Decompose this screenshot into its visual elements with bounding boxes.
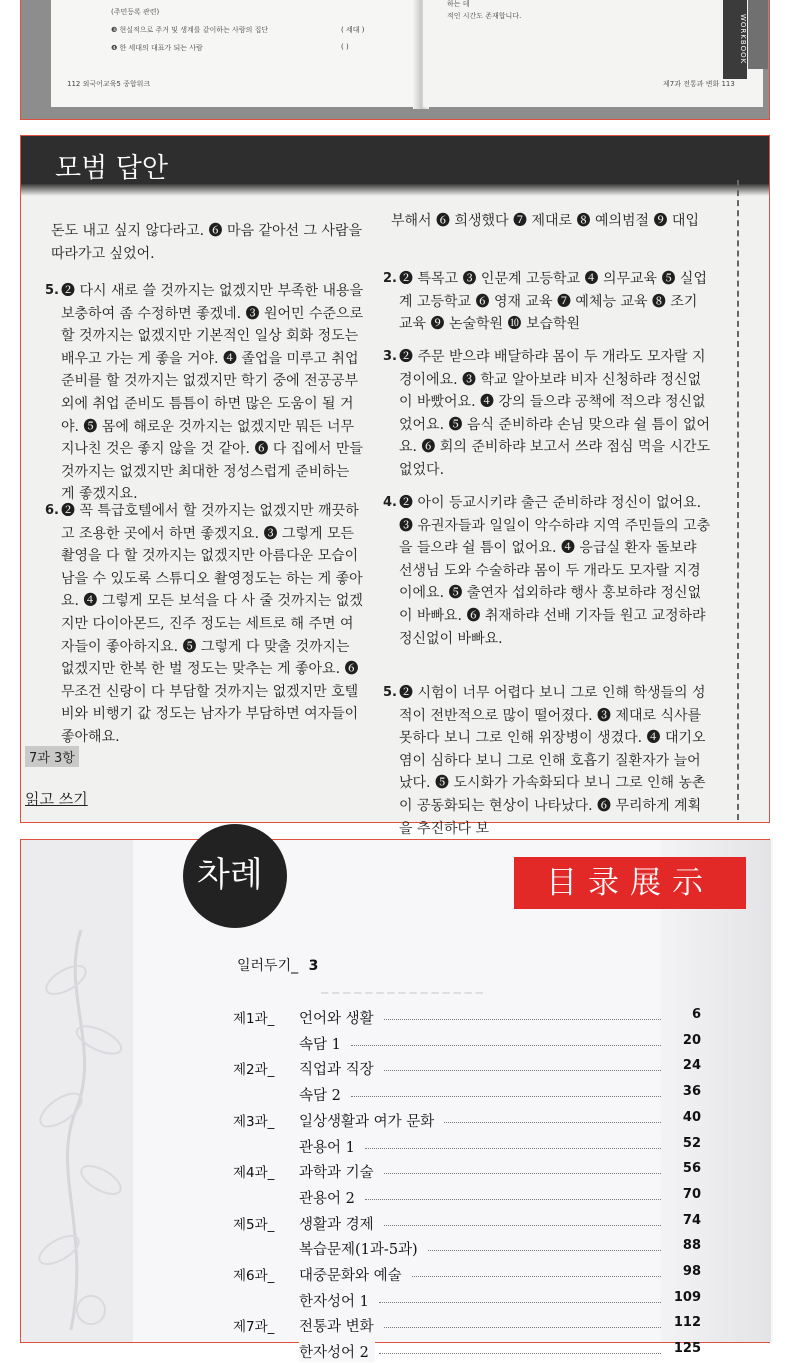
workbook-photo-panel	[20, 0, 770, 120]
toc-lesson-number: 제4과_	[233, 1165, 275, 1182]
toc-page-number: 40	[682, 1109, 701, 1125]
toc-page-number: 20	[682, 1032, 701, 1048]
toc-leader-dots	[365, 1148, 661, 1149]
toc-entry[interactable]	[21, 1187, 771, 1209]
answer-1: ( 세대 )	[341, 26, 365, 34]
answer-number: 3.	[383, 349, 397, 364]
toc-entry[interactable]	[21, 1007, 771, 1029]
toc-lesson-number: 제6과_	[233, 1268, 275, 1284]
toc-entry[interactable]	[21, 1058, 771, 1080]
toc-leader-dots	[384, 1070, 661, 1071]
catalog-banner: 目录展示	[514, 857, 746, 909]
cut-line	[737, 180, 739, 820]
question-1: ❸ 현실적으로 주거 및 생계를 같이하는 사람의 집단	[111, 26, 269, 34]
toc-title: 복습문제(1과-5과)	[299, 1238, 424, 1259]
answer-2: ( )	[341, 43, 349, 51]
reading-writing-heading: 읽고 쓰기	[25, 790, 88, 808]
answer-item	[51, 220, 367, 265]
toc-page-number: 74	[682, 1212, 701, 1228]
toc-entry[interactable]	[21, 1033, 771, 1055]
answer-number: 2.	[383, 271, 397, 286]
answer-item	[45, 280, 367, 506]
answer-item	[383, 682, 713, 840]
bleed-through-text: ─ ─ ─ ─ ─ ─ ─ ─ ─ ─ ─ ─ ─ ─ ─	[321, 986, 483, 1000]
toc-title: 직업과 직장	[299, 1058, 380, 1079]
toc-page-number: 6	[691, 1007, 701, 1022]
toc-title: 과학과 기술	[299, 1161, 380, 1182]
answer-number: 4.	[383, 495, 397, 510]
intro-page: 3	[308, 958, 319, 974]
toc-page-number: 88	[682, 1238, 701, 1254]
toc-lesson-number: 제1과_	[233, 1011, 275, 1027]
toc-entry[interactable]	[21, 1315, 771, 1337]
answer-number: 5.	[45, 283, 59, 298]
right-text-1: 하는 데	[447, 0, 470, 8]
toc-page-number: 70	[682, 1186, 701, 1202]
toc-leader-dots	[384, 1225, 661, 1226]
answer-item	[383, 268, 713, 336]
toc-intro	[237, 955, 318, 975]
toc-leader-dots	[428, 1250, 661, 1251]
toc-leader-dots	[379, 1353, 661, 1354]
toc-page-number: 109	[673, 1289, 701, 1305]
answer-item	[383, 492, 713, 650]
toc-title: 관용어 2	[299, 1187, 361, 1208]
answer-text: ❷ 시험이 너무 어렵다 보니 그로 인해 학생들의 성적이 전반적으로 많이 떨어졌다. ❸ 제대로 식사를 못하다 보니 그로 인해 위장병이 생겼다. ❹ 대기오염이 심하다 보니 그로 인해 호흡기 질환자가 늘어났다. ❺ 도시화가 가속화되다 보니 그로 인해 농촌이 공동화되는 현상이 나타났다. ❻ 무리하게 계획을 추진하다 보	[399, 685, 706, 837]
toc-page-number: 98	[682, 1264, 701, 1279]
toc-page-number: 125	[673, 1341, 701, 1357]
toc-leader-dots	[384, 1327, 661, 1328]
toc-entry[interactable]	[21, 1213, 771, 1235]
toc-entry[interactable]	[21, 1341, 771, 1363]
toc-entry[interactable]	[21, 1110, 771, 1132]
toc-leader-dots	[379, 1302, 661, 1303]
toc-page-number: 36	[682, 1084, 701, 1100]
question-2: ❹ 한 세대의 대표가 되는 사람	[111, 44, 203, 52]
toc-leader-dots	[412, 1276, 661, 1277]
answer-text: ❷ 꼭 특급호텔에서 할 것까지는 없겠지만 깨끗하고 조용한 곳에서 하면 좋겠지요. ❸ 그렇게 모든 촬영을 다 할 것까지는 없겠지만 아름다운 모습이 남을 수 있도록 스튜디오 촬영정도는 하는 게 좋아요. ❹ 그렇게 모든 보석을 다 사 줄 것까지는 없겠지만 다이아몬드, 진주 정도는 세트로 해 주면 여자들이 좋아하지요. ❺ 그렇게 다 맞출 것까지는 없겠지만 한복 한 벌 정도는 맞추는 게 좋아요. ❻ 무조건 신랑이 다 부담할 것까지는 없겠지만 호텔비와 비행기 값 정도는 남자가 부담하면 여자들이 좋아해요.	[61, 503, 363, 745]
toc-lesson-number: 제3과_	[233, 1113, 275, 1130]
workbook-tab: WORKBOOK	[723, 0, 747, 79]
right-page	[423, 0, 763, 107]
toc-lesson-number: 제2과_	[233, 1062, 275, 1079]
toc-title: 언어와 생활	[299, 1007, 380, 1028]
toc-title: 속담 1	[299, 1033, 347, 1054]
toc-page-number: 112	[673, 1315, 701, 1331]
left-page	[51, 0, 419, 107]
toc-leader-dots	[444, 1122, 661, 1123]
toc-leader-dots	[384, 1173, 661, 1174]
toc-entry[interactable]	[21, 1136, 771, 1158]
toc-page-number: 52	[682, 1135, 701, 1151]
toc-leader-dots	[384, 1019, 661, 1020]
left-heading: (주민등록 관련)	[111, 8, 160, 16]
answer-text: ❷ 특목고 ❸ 인문계 고등학교 ❹ 의무교육 ❺ 실업계 고등학교 ❻ 영재 교육 ❼ 예체능 교육 ❽ 조기 교육 ❾ 논술학원 ❿ 보습학원	[399, 271, 707, 333]
table-of-contents-panel	[20, 839, 770, 1362]
answer-text: ❷ 주문 받으랴 배달하랴 몸이 두 개라도 모자랄 지경이에요. ❸ 학교 알아보랴 비자 신청하랴 정신없이 바빴어요. ❹ 강의 들으랴 공책에 적으랴 정신없었어요. ❺ 음식 준비하랴 손님 맞으랴 쉴 틈이 없어요. ❻ 회의 준비하랴 보고서 쓰랴 점심 먹을 시간도 없었다.	[399, 349, 711, 478]
intro-label: 일러두기_	[237, 958, 299, 974]
toc-lesson-number: 제5과_	[233, 1216, 275, 1233]
toc-lesson-number: 제7과_	[233, 1319, 275, 1336]
model-answer-panel	[20, 135, 770, 837]
answer-text: ❷ 다시 새로 쓸 것까지는 없겠지만 부족한 내용을 보충하여 좀 수정하면 좋겠네. ❸ 원어민 수준으로 할 것까지는 없겠지만 기본적인 일상 회화 정도는 배우고 가는 게 좋을 거야. ❹ 졸업을 미루고 취업 준비를 할 것까지는 없겠지만 학기 중에 전공공부 외에 취업 준비도 틈틈이 하면 많은 도움이 될 거야. ❺ 몸에 해로운 것까지는 없겠지만 뭐든 너무 지나친 것은 좋지 않을 것 같아. ❻ 다 집에서 만들 것까지는 없겠지만 최대한 정성스럽게 준비하는 게 좋겠지요.	[61, 283, 364, 503]
answer-number: 6.	[45, 503, 59, 518]
answer-number: 5.	[383, 685, 397, 700]
toc-leader-dots	[351, 1096, 661, 1097]
contents-title: 차례	[197, 855, 263, 895]
toc-title: 관용어 1	[299, 1136, 361, 1157]
answer-text: 돈도 내고 싶지 않다라고. ❻ 마음 같아선 그 사람을 따라가고 싶었어.	[51, 223, 363, 262]
toc-title: 생활과 경제	[299, 1213, 380, 1234]
toc-entry[interactable]	[21, 1084, 771, 1106]
answer-item	[383, 346, 713, 482]
toc-leader-dots	[365, 1199, 661, 1200]
toc-entry[interactable]	[21, 1264, 771, 1286]
toc-entry[interactable]	[21, 1238, 771, 1260]
toc-entry[interactable]	[21, 1290, 771, 1312]
toc-page-number: 24	[682, 1058, 701, 1074]
answer-text: 부해서 ❻ 희생했다 ❼ 제대로 ❽ 예의범절 ❾ 대입	[391, 213, 699, 229]
answer-text: ❷ 아이 등교시키랴 출근 준비하랴 정신이 없어요. ❸ 유권자들과 일일이 악수하랴 지역 주민들의 고충을 들으랴 쉴 틈이 없어요. ❹ 응급실 환자 돌보랴 선생님 도와 수술하랴 몸이 두 개라도 모자랄 지경이에요. ❺ 출연자 섭외하랴 행사 홍보하랴 정신없이 바빠요. ❻ 취재하랴 선배 기자들 원고 교정하랴 정신없이 바빠요.	[399, 495, 711, 647]
right-footer: 제7과 전통과 변화 113	[663, 80, 735, 88]
lesson-tag: 7과 3항	[25, 746, 79, 767]
toc-title: 속담 2	[299, 1084, 347, 1105]
section-title: 모범 답안	[55, 153, 168, 184]
toc-title: 한자성어 2	[299, 1341, 375, 1362]
left-footer: 112 외국어교육5 종합워크	[67, 80, 151, 88]
toc-page-number: 56	[682, 1161, 701, 1177]
toc-leader-dots	[351, 1045, 661, 1046]
side-tab	[748, 0, 768, 69]
right-text-2: 적인 시간도 존재합니다.	[447, 12, 522, 20]
toc-title: 일상생활과 여가 문화	[299, 1110, 440, 1131]
toc-entry[interactable]	[21, 1161, 771, 1183]
header-shadow	[21, 184, 769, 196]
toc-title: 전통과 변화	[299, 1315, 380, 1336]
toc-title: 한자성어 1	[299, 1290, 375, 1311]
answer-item	[45, 500, 367, 749]
toc-title: 대중문화와 예술	[299, 1264, 408, 1285]
answer-item	[391, 210, 713, 233]
